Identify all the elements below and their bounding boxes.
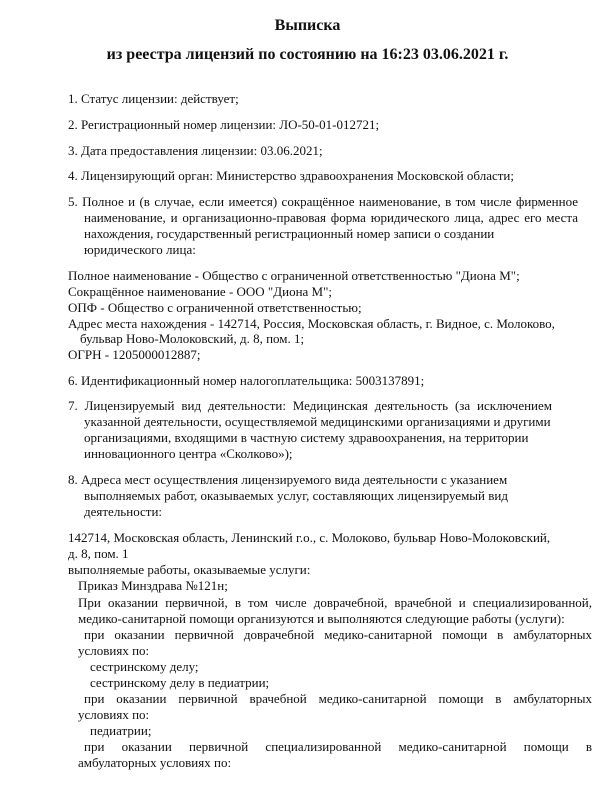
activity-address-line-1: 142714, Московская область, Ленинский г.о., с. Молоково, бульвар Ново-Молоковский, — [68, 530, 551, 545]
item8-line-1: 8. Адреса мест осуществления лицензируемого вида деятельности с указанием — [68, 472, 508, 487]
item7-line-1: 7. Лицензируемый вид деятельности: Медицинская деятельность (за исключением — [68, 398, 552, 413]
works-line-5: при оказании первичной доврачебной медико-санитарной помощи в амбулаторных — [84, 627, 592, 642]
item5-line-2: наименование, и организационно-правовая форма юридического лица, адрес его места — [84, 210, 578, 225]
org-address-line-2: бульвар Ново-Молоковский, д. 8, пом. 1; — [80, 331, 305, 346]
works-line-8: сестринскому делу в педиатрии; — [90, 675, 270, 690]
license-status-line: 1. Статус лицензии: действует; — [68, 91, 239, 106]
licensing-authority-line: 4. Лицензирующий орган: Министерство здравоохранения Московской области; — [68, 168, 514, 183]
works-line-7: сестринскому делу; — [90, 659, 199, 674]
works-line-4: медико-санитарной помощи организуются и выполняются следующие работы (услуги): — [78, 611, 565, 626]
taxpayer-id-line: 6. Идентификационный номер налогоплательщика: 5003137891; — [68, 373, 425, 388]
org-ogrn: ОГРН - 1205000012887; — [68, 347, 201, 362]
org-short-name: Сокращённое наименование - ООО "Диона М"; — [68, 284, 333, 299]
item7-line-3: организациями, входящими в частную систему здравоохранения, на территории — [84, 430, 529, 445]
document-title: Выписка — [274, 17, 341, 34]
works-line-6: условиях по: — [78, 643, 150, 658]
works-line-9: при оказании первичной врачебной медико-санитарной помощи в амбулаторных — [84, 691, 592, 706]
org-legal-form: ОПФ - Общество с ограниченной ответственностью; — [68, 300, 362, 315]
item8-line-3: деятельности: — [84, 504, 163, 519]
works-line-10: условиях по: — [78, 707, 150, 722]
works-order: Приказ Минздрава №121н; — [78, 578, 228, 593]
works-line-13: амбулаторных условиях по: — [78, 755, 232, 770]
works-heading: выполняемые работы, оказываемые услуги: — [68, 562, 311, 577]
item5-line-1: 5. Полное и (в случае, если имеется) сокращённое наименование, в том числе фирменное — [68, 194, 578, 209]
works-line-12: при оказании первичной специализированной медико-санитарной помощи в — [84, 739, 592, 754]
item7-line-4: инновационного центра «Сколково»); — [84, 446, 293, 461]
works-line-3: При оказании первичной, в том числе доврачебной, врачебной и специализированной, — [78, 595, 592, 610]
org-address-line-1: Адрес места нахождения - 142714, Россия, Московская область, г. Видное, с. Молоково, — [68, 316, 555, 331]
item7-line-2: указанной деятельности, осуществляемой медицинскими организациями и другими — [84, 414, 551, 429]
item5-line-3: нахождения, государственный регистрационный номер записи о создании — [84, 226, 495, 241]
org-full-name: Полное наименование - Общество с ограниченной ответственностью "Диона М"; — [68, 268, 520, 283]
document-subtitle: из реестра лицензий по состоянию на 16:23 03.06.2021 г. — [106, 46, 509, 63]
works-line-11: педиатрии; — [90, 723, 152, 738]
registration-number-line: 2. Регистрационный номер лицензии: ЛО-50-01-012721; — [68, 117, 380, 132]
item5-line-4: юридического лица: — [84, 242, 196, 257]
activity-address-line-2: д. 8, пом. 1 — [68, 546, 129, 561]
item8-line-2: выполняемых работ, оказываемых услуг, составляющих лицензируемый вид — [84, 488, 508, 503]
issue-date-line: 3. Дата предоставления лицензии: 03.06.2021; — [68, 143, 323, 158]
